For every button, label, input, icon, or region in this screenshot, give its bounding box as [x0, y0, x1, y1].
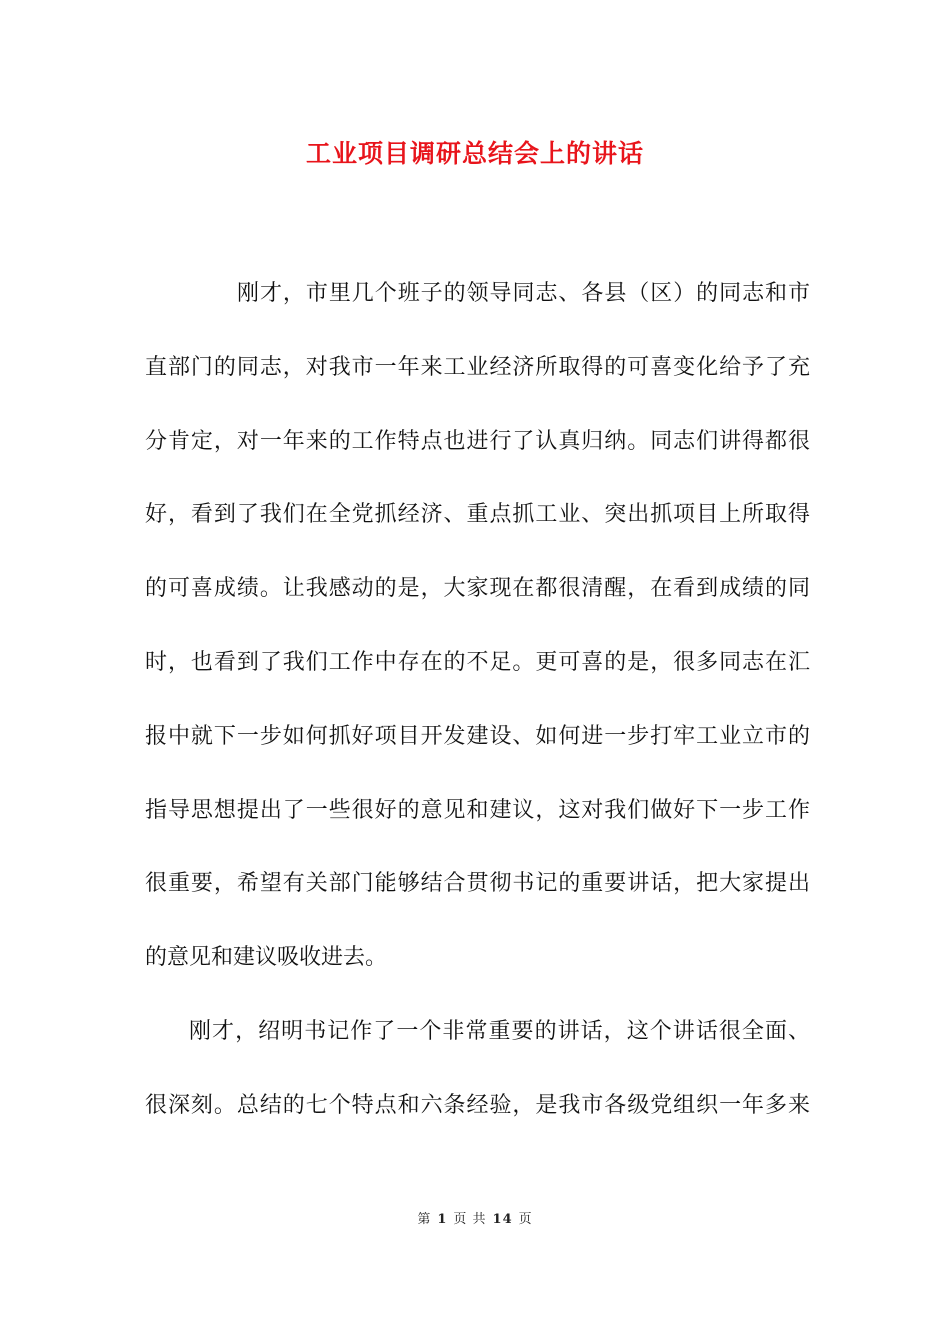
document-title: 工业项目调研总结会上的讲话	[305, 139, 644, 168]
paragraph-1-line: 刚才，市里几个班子的领导同志、各县（区）的同志和市	[237, 281, 810, 306]
paragraph-1-line: 直部门的同志，对我市一年来工业经济所取得的可喜变化给予了充	[145, 354, 810, 380]
paragraph-1-line: 时，也看到了我们工作中存在的不足。更可喜的是，很多同志在汇	[145, 649, 810, 675]
paragraph-1-line: 很重要，希望有关部门能够结合贯彻书记的重要讲话，把大家提出	[145, 871, 810, 897]
paragraph-2-line: 刚才，绍明书记作了一个非常重要的讲话，这个讲话很全面、	[189, 1018, 810, 1044]
paragraph-1-line: 报中就下一步如何抓好项目开发建设、如何进一步打牢工业立市的	[145, 723, 810, 749]
footer-page-number: 1	[437, 1212, 448, 1227]
paragraph-1-line: 好，看到了我们在全党抓经济、重点抓工业、突出抓项目上所取得	[145, 502, 810, 528]
page-footer	[0, 1208, 950, 1227]
paragraph-1-line: 的可喜成绩。让我感动的是，大家现在都很清醒，在看到成绩的同	[145, 576, 810, 602]
footer-suffix: 页	[518, 1212, 533, 1227]
paragraph-1-line: 的意见和建议吸收进去。	[145, 945, 388, 971]
footer-total-pages: 14	[492, 1212, 513, 1227]
paragraph-1-line: 分肯定，对一年来的工作特点也进行了认真归纳。同志们讲得都很	[145, 428, 810, 454]
paragraph-2-line: 很深刻。总结的七个特点和六条经验，是我市各级党组织一年多来	[145, 1092, 810, 1118]
document-body	[145, 272, 810, 1158]
footer-middle: 页 共	[453, 1212, 487, 1227]
paragraph-1-line: 指导思想提出了一些很好的意见和建议，这对我们做好下一步工作	[145, 797, 810, 823]
footer-prefix: 第	[417, 1212, 432, 1227]
